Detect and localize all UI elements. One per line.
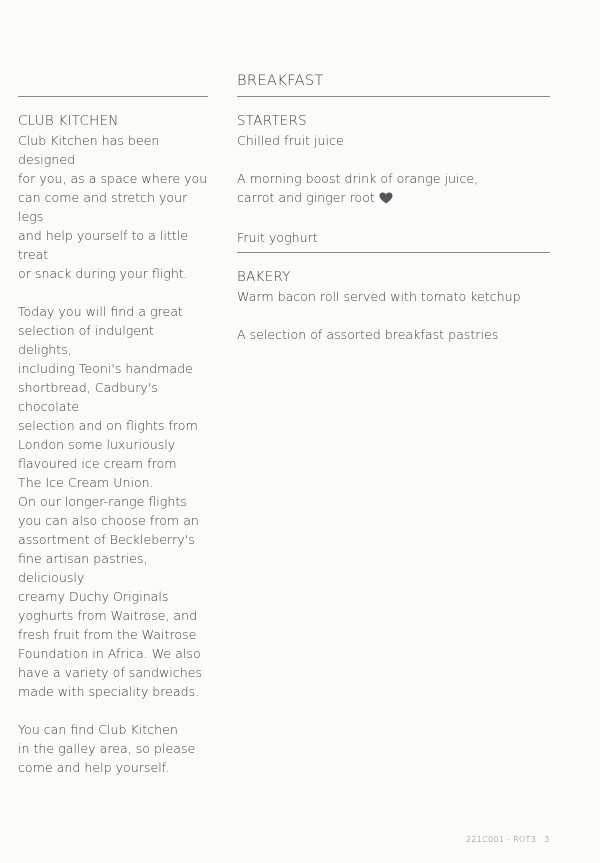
club-kitchen-column [18,96,208,777]
starter-item-yoghurt: Fruit yoghurt [237,230,318,245]
page-footer [466,835,550,844]
print-code: 221C001 - ROT3 [466,835,537,844]
left-divider [18,96,208,97]
breakfast-divider-top [237,96,550,97]
starter-item-juice: Chilled fruit juice [237,133,344,148]
club-kitchen-heading: CLUB KITCHEN [18,114,119,129]
breakfast-divider-mid [237,252,550,253]
starters-heading: STARTERS [237,114,307,129]
bakery-item-bacon-roll: Warm bacon roll served with tomato ketchup [237,289,521,304]
starter-item-boost-line2 [237,188,550,209]
page-number: 3 [544,835,550,844]
breakfast-column [237,72,550,344]
breakfast-title: BREAKFAST [237,73,324,89]
heart-icon [379,190,393,209]
bakery-item-pastries: A selection of assorted breakfast pastries [237,327,499,342]
starter-item-boost-line1: A morning boost drink of orange juice, [237,171,479,186]
club-kitchen-offerings: Today you will find a great selection of indulgent delights, including Teoni's handmade shortbread, Cadbury's chocolate selection and on flights from London some luxuriously flavoured ice cream from The Ice Cream Union. On our longer-range flights you can also choose from an assortment of Beckleberry's fine artisan pastries, deliciously creamy Duchy Originals yoghurts from Waitrose, and fresh fruit from the Waitrose Foundation in Africa. We also have a variety of sandwiches made with speciality breads. [18,304,203,699]
starter-item-boost-text: carrot and ginger root [237,190,375,205]
club-kitchen-intro: Club Kitchen has been designed for you, as a space where you can come and stretch your legs and help yourself to a little treat or snack during your flight. [18,133,208,281]
bakery-heading: BAKERY [237,270,291,285]
club-kitchen-location: You can find Club Kitchen in the galley area, so please come and help yourself. [18,722,196,775]
